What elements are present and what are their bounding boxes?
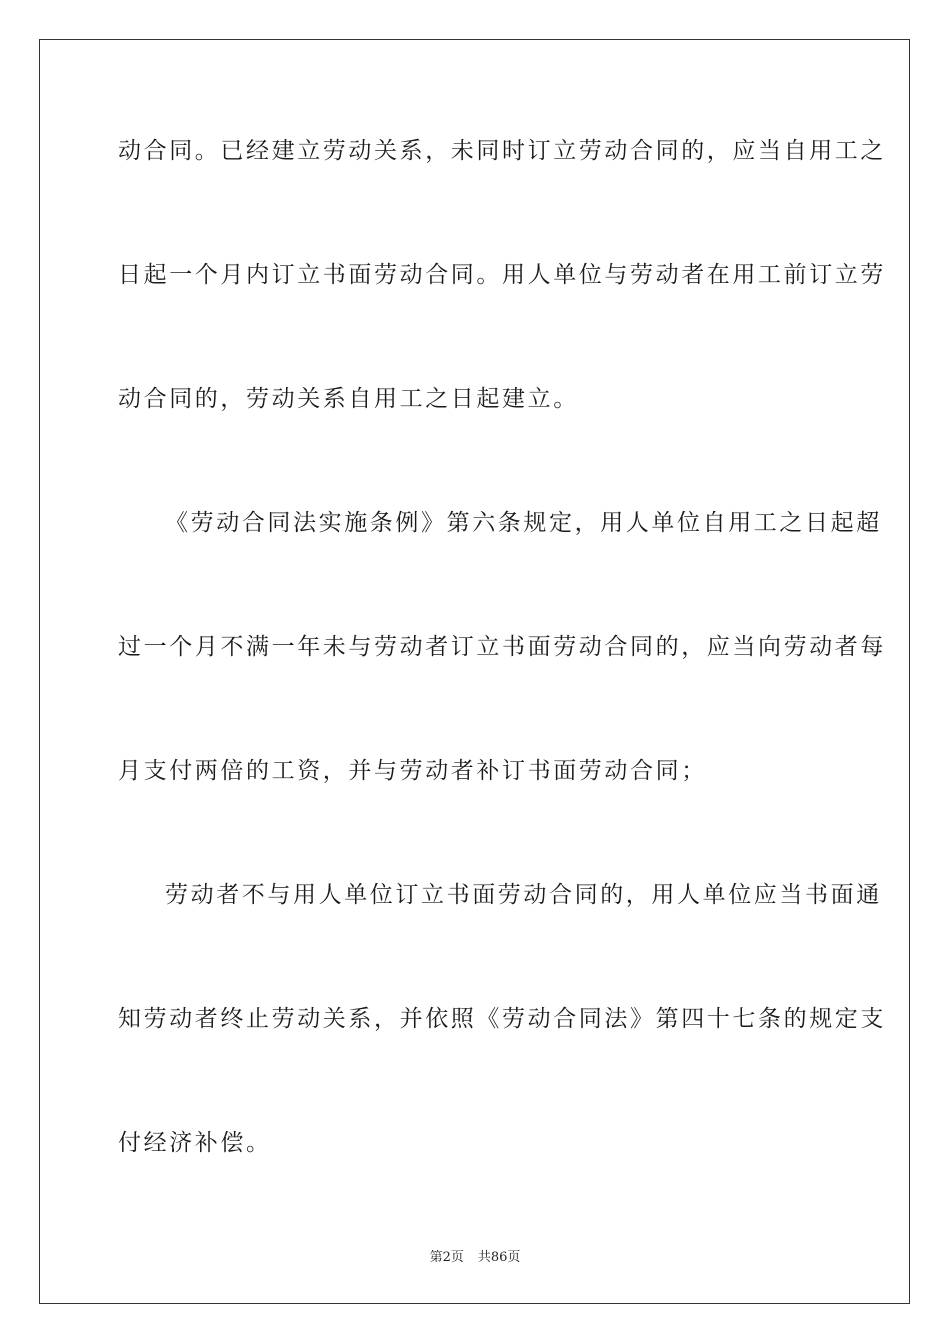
page-frame xyxy=(39,39,910,1304)
page-total: 共86页 xyxy=(477,1250,521,1265)
page-number: 第2页 xyxy=(429,1250,464,1265)
paragraph-line: 《劳动合同法实施条例》第六条规定，用人单位自用工之日起超 xyxy=(165,510,882,536)
paragraph-line: 日起一个月内订立书面劳动合同。用人单位与劳动者在用工前订立劳 xyxy=(118,262,886,288)
paragraph-line: 劳动者不与用人单位订立书面劳动合同的，用人单位应当书面通 xyxy=(165,882,882,908)
paragraph-line: 过一个月不满一年未与劳动者订立书面劳动合同的，应当向劳动者每 xyxy=(118,634,886,660)
paragraph-line: 动合同。已经建立劳动关系，未同时订立劳动合同的，应当自用工之 xyxy=(118,138,886,164)
paragraph-line: 动合同的，劳动关系自用工之日起建立。 xyxy=(118,386,579,412)
paragraph-line: 付经济补偿。 xyxy=(118,1130,272,1156)
paragraph-line: 知劳动者终止劳动关系，并依照《劳动合同法》第四十七条的规定支 xyxy=(118,1006,886,1032)
paragraph-line: 月支付两倍的工资，并与劳动者补订书面劳动合同； xyxy=(118,758,707,784)
page-footer xyxy=(0,1246,950,1265)
